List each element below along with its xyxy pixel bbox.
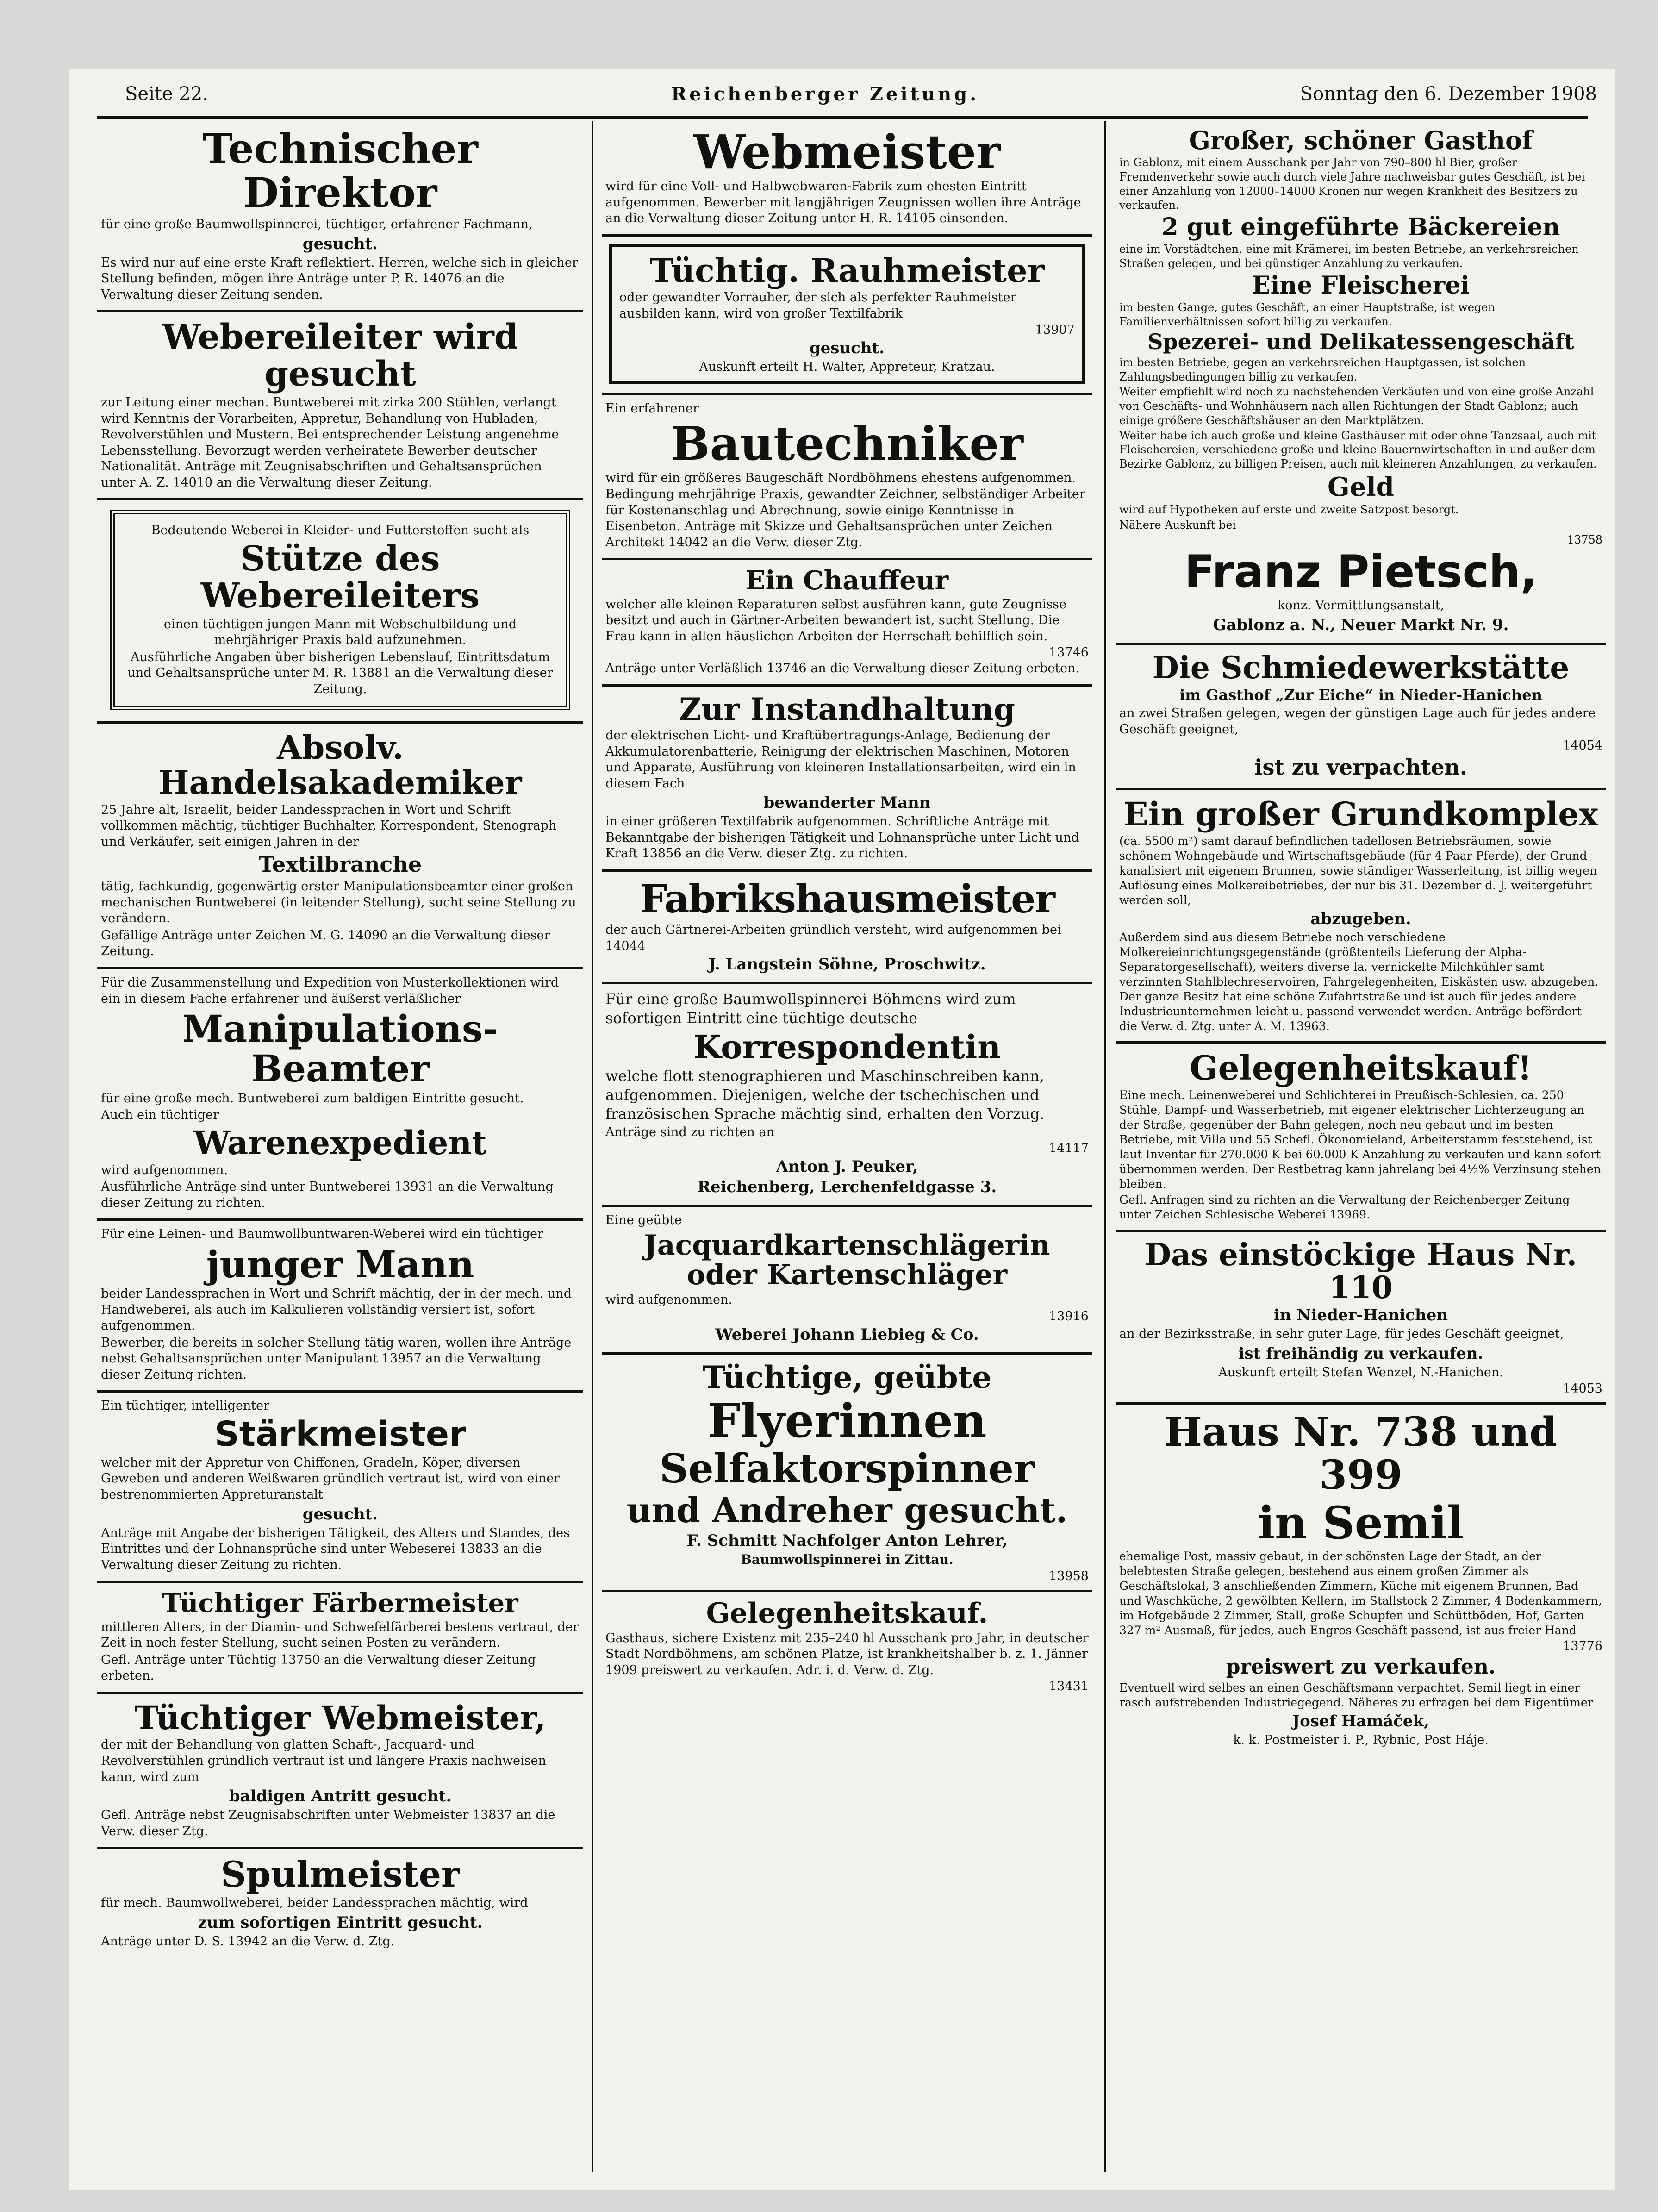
- ad-rauhmeister: [602, 237, 1092, 395]
- ad-text: der auch Gärtnerei-Arbeiten gründlich versteht, wird aufgenommen bei: [605, 922, 1061, 937]
- ad-text: für mech. Baumwollweberei, beider Landessprachen mächtig, wird: [101, 1896, 528, 1911]
- ad-title: Spezerei- und Delikatessengeschäft: [1147, 329, 1574, 355]
- header-rule: [97, 116, 1588, 119]
- ad-title: Manipulations-Beamter: [182, 1007, 499, 1091]
- ad-gasthof-gablonz: [1116, 120, 1606, 643]
- ad-gelegenheitskauf-gasthaus: [602, 1592, 1092, 1700]
- ad-haus-semil: [1116, 1405, 1606, 1756]
- ad-text: der elektrischen Licht- und Kraftübertragungs-Anlage, Bedienung der Akkumulatorenbatterie, Reinigung der elektrischen Maschinen, Motoren und Apparate, Ausführung von kleineren Installationsarbeiten, wird ein in diesem Fach: [605, 728, 1076, 791]
- ad-title: Großer, schöner Gasthof: [1189, 125, 1533, 155]
- column-rule: [1104, 121, 1106, 2172]
- ad-technischer-direktor: [97, 120, 583, 312]
- ad-text: Gefällige Anträge unter Zeichen M. G. 14090 an die Verwaltung dieser Zeitung.: [101, 928, 550, 959]
- ad-text: Bewerber, die bereits in solcher Stellung tätig waren, wollen ihre Anträge nebst Gehaltsansprüchen unter Manipulant 13957 an die Verwaltung dieser Zeitung richten.: [101, 1335, 572, 1382]
- ad-title: Gelegenheitskauf!: [1190, 1048, 1532, 1087]
- ad-emphasis: gesucht.: [302, 1505, 378, 1524]
- ad-text: Anträge unter Verläßlich 13746 an die Verwaltung dieser Zeitung erbeten.: [605, 661, 1080, 676]
- ad-emphasis: zum sofortigen Eintritt gesucht.: [198, 1913, 483, 1932]
- ad-text: k. k. Postmeister i. P., Rybnic, Post Háje.: [1233, 1732, 1489, 1747]
- ad-number: 13758: [1567, 533, 1602, 546]
- column-rule: [592, 121, 593, 2172]
- ad-emphasis: Textilbranche: [258, 852, 422, 877]
- ad-text: Eventuell wird selbes an einen Geschäftsmann verpachtet. Semil liegt in einer rasch aufstrebenden Industriegegend. Näheres zu erfragen bei dem Eigentümer: [1119, 1681, 1593, 1709]
- column-3: [1116, 120, 1606, 2176]
- ad-staerkmeister: [97, 1393, 583, 1583]
- ad-text: Anträge unter D. S. 13942 an die Verw. d. Ztg.: [101, 1934, 395, 1949]
- page-number: Seite 22.: [125, 83, 208, 105]
- ad-title: Tüchtig. Rauhmeister: [649, 251, 1045, 290]
- ad-title: Ein Chauffeur: [745, 565, 949, 596]
- ad-text: Auskunft erteilt Stefan Wenzel, N.-Hanichen.: [1218, 1365, 1503, 1380]
- ad-webmeister: [97, 1694, 583, 1849]
- ad-title: Technischer Direktor: [202, 125, 478, 217]
- ad-text: wird auf Hypotheken auf erste und zweite Satzpost besorgt.: [1119, 503, 1459, 517]
- ad-emphasis: Anton J. Peuker,: [776, 1157, 918, 1176]
- ad-text: im besten Betriebe, gegen an verkehrsreichen Hauptgassen, ist solchen Zahlungsbedingungen billig zu verkaufen.: [1119, 356, 1526, 383]
- ad-haus-110: [1116, 1232, 1606, 1405]
- ad-title: Die Schmiedewerkstätte: [1152, 649, 1570, 686]
- ad-title: Webmeister: [693, 125, 1001, 179]
- ad-emphasis: ist freihändig zu verkaufen.: [1238, 1344, 1483, 1363]
- ad-text: 25 Jahre alt, Israelit, beider Landessprachen in Wort und Schrift vollkommen mächtig, tüchtiger Buchhalter, Korrespondent, Stenograph und Verkäufer, seit einigen Jahren in der: [101, 802, 557, 849]
- ad-text: Ein tüchtiger, intelligenter: [101, 1399, 270, 1413]
- ad-title: Korrespondentin: [693, 1028, 1001, 1067]
- column-1: [97, 120, 583, 2176]
- newspaper-title: Reichenberger Zeitung.: [671, 83, 979, 105]
- ad-title: Absolv. Handelsakademiker: [158, 728, 522, 802]
- ad-text: zur Leitung einer mechan. Buntweberei mit zirka 200 Stühlen, verlangt wird Kenntnis der Vorarbeiten, Appretur, Behandlung von Hubladen, Revolverstühlen und Mustern. Bei entsprechender Leistung angenehme Lebensstellung. Bevorzugt werden verheiratete Bewerber deutscher Nationalität. Anträge mit Zeugnisabschriften und Gehaltsansprüchen unter A. Z. 14010 an die Verwaltung dieser Zeitung.: [101, 395, 559, 490]
- ad-instandhaltung: [602, 687, 1092, 872]
- ad-emphasis: im Gasthof „Zur Eiche“ in Nieder-Hanichen: [1179, 686, 1542, 704]
- ad-title: junger Mann: [206, 1242, 474, 1286]
- ad-emphasis: baldigen Antritt gesucht.: [229, 1787, 452, 1806]
- ad-title: Tüchtige, geübte: [702, 1359, 992, 1395]
- ad-text: im besten Gange, gutes Geschäft, an einer Hauptstraße, ist wegen Familienverhältnissen sofort billig zu verkaufen.: [1119, 300, 1495, 328]
- ad-title: und Andreher gesucht.: [626, 1490, 1068, 1531]
- ad-emphasis: bewanderter Mann: [763, 794, 931, 812]
- ad-fabrikshausmeister: [602, 872, 1092, 984]
- ad-text: Auskunft erteilt H. Walter, Appreteur, Kratzau.: [699, 360, 995, 375]
- ad-number: 13958: [1049, 1568, 1089, 1583]
- ad-text: Es wird nur auf eine erste Kraft reflektiert. Herren, welche sich in gleicher Stellung befinden, mögen ihre Anträge unter P. R. 14076 an die Verwaltung dieser Zeitung senden.: [101, 255, 578, 302]
- ad-webmeister-2: [602, 120, 1092, 237]
- ad-text: welcher alle kleinen Reparaturen selbst ausführen kann, gute Zeugnisse besitzt und auch in Gärtner-Arbeiten bewandert ist, sucht Stellung. Die Frau kann in allen häuslichen Arbeiten der Herrschaft behilflich sein.: [605, 597, 1066, 644]
- ad-schmiedewerkstaette: [1116, 643, 1606, 790]
- ad-text: einen tüchtigen jungen Mann mit Webschulbildung und mehrjähriger Praxis bald aufzunehmen.: [163, 617, 517, 648]
- ad-text: Weiter empfiehlt wird noch zu nachstehenden Verkäufen und von eine große Anzahl von Geschäfts- und Wohnhäusern nach allen Richtungen der Stadt Gablonz; auch einige größere Geschäftshäuser an den Marktplätzen.: [1119, 385, 1594, 427]
- ad-number: 13431: [1049, 1679, 1089, 1694]
- ad-title: Webereileiter wird gesucht: [162, 317, 518, 394]
- ad-title: in Semil: [1258, 1497, 1464, 1549]
- ad-text: in Gablonz, mit einem Ausschank per Jahr von 790–800 hl Bier, großer Fremdenverkehr sowie auch durch viele Jahre nachweisbar gutes Geschäft, ist bei einer Anzahlung von 12000–14000 Kronen nur wegen Krankheit des Besitzers zu verkaufen.: [1119, 156, 1585, 212]
- ad-title: Bautechniker: [671, 416, 1023, 471]
- newspaper-page: [69, 69, 1615, 2190]
- ad-number: 13907: [1035, 323, 1075, 337]
- ad-text: wird für ein größeres Baugeschäft Nordböhmens ehestens aufgenommen. Bedingung mehrjährige Praxis, gewandter Zeichner, selbständiger Arbeiter für Kostenanschlag und Abrechnung, sowie einige Kenntnisse in Eisenbeton. Anträge mit Skizze und Gehaltsansprüchen unter Zeichen Architekt 14042 an die Verw. dieser Ztg.: [605, 471, 1085, 550]
- ad-text: Für eine große Baumwollspinnerei Böhmens wird zum sofortigen Eintritt eine tüchtige deutsche: [605, 990, 1016, 1027]
- ad-text: eine im Vorstädtchen, eine mit Krämerei, im besten Betriebe, an verkehrsreichen Straßen gelegen, und bei günstiger Anzahlung zu verkaufen.: [1119, 243, 1579, 270]
- ad-emphasis: preiswert zu verkaufen.: [1226, 1655, 1496, 1679]
- issue-date: Sonntag den 6. Dezember 1908: [1300, 83, 1597, 105]
- ad-text: Ein erfahrener: [605, 401, 699, 416]
- ad-title: Warenexpedient: [193, 1123, 487, 1162]
- ad-frame: [609, 244, 1085, 384]
- ad-emphasis: Gablonz a. N., Neuer Markt Nr. 9.: [1213, 615, 1509, 634]
- ad-bautechniker: [602, 395, 1092, 560]
- ad-title: Stütze des Webereileiters: [200, 538, 480, 616]
- ad-title: Spulmeister: [220, 1854, 460, 1895]
- ad-korrespondentin: [602, 984, 1092, 1207]
- ad-emphasis: gesucht.: [302, 234, 378, 253]
- ad-number: 13916: [1049, 1309, 1089, 1324]
- ad-text: wird aufgenommen.: [101, 1162, 228, 1177]
- ad-text: an der Bezirksstraße, in sehr guter Lage, für jedes Geschäft geeignet,: [1119, 1327, 1564, 1342]
- ad-title: Fabrikshausmeister: [640, 875, 1054, 922]
- ad-title: Stärkmeister: [214, 1414, 466, 1454]
- ad-text: tätig, fachkundig, gegenwärtig erster Manipulationsbeamter einer großen mechanischen Buntweberei (in leitender Stellung), sucht seine Stellung zu verändern.: [101, 879, 576, 926]
- ad-text: Eine geübte: [605, 1213, 682, 1228]
- ad-title: Zur Instandhaltung: [679, 691, 1015, 727]
- ad-text: wird für eine Voll- und Halbwebwaren-Fabrik zum ehesten Eintritt aufgenommen. Bewerber mit langjährigen Zeugnissen wollen ihre Anträge an die Verwaltung dieser Zeitung unter H. R. 14105 einsenden.: [605, 179, 1081, 226]
- ad-faerbermeister: [97, 1583, 583, 1694]
- ad-number: 14044: [605, 939, 645, 954]
- ad-stuetze-webereileiter: [97, 500, 583, 724]
- ad-text: mittleren Alters, in der Diamin- und Schwefelfärberei bestens vertraut, der Zeit in noch fester Stellung, sucht seinen Posten zu verändern.: [101, 1619, 579, 1650]
- ad-text: Gefl. Anträge nebst Zeugnisabschriften unter Webmeister 13837 an die Verw. dieser Ztg.: [101, 1808, 555, 1838]
- ad-text: für eine große Baumwollspinnerei, tüchtiger, erfahrener Fachmann,: [101, 217, 533, 232]
- ad-text: Auch ein tüchtiger: [101, 1108, 219, 1123]
- ad-title: Flyerinnen: [707, 1393, 987, 1449]
- ad-title: Gelegenheitskauf.: [706, 1597, 988, 1630]
- ad-text: Anträge mit Angabe der bisherigen Tätigkeit, des Alters und Standes, des Eintrittes und der Lohnansprüche sind unter Webeserei 13833 an die Verwaltung dieser Zeitung zu richten.: [101, 1525, 570, 1572]
- ad-text: welche flott stenographieren und Maschinschreiben kann, aufgenommen. Diejenigen, welche der tschechischen und französischen Sprache mächtig sind, erhalten den Vorzug.: [605, 1067, 1045, 1123]
- ad-gelegenheitskauf-weberei: [1116, 1044, 1606, 1232]
- ad-text: Bedeutende Weberei in Kleider- und Futterstoffen sucht als: [151, 523, 530, 538]
- ad-emphasis: in Nieder-Hanichen: [1273, 1306, 1448, 1325]
- ad-title: Selfaktorspinner: [659, 1445, 1035, 1493]
- ad-text: Für eine Leinen- und Baumwollbuntwaren-Weberei wird ein tüchtiger: [101, 1227, 543, 1242]
- ad-text: Außerdem sind aus diesem Betriebe noch verschiedene Molkereieinrichtungsgegenstände (größtenteils Lieferung der Alpha-Separatorgesellschaft), weiters diverse la. vernickelte Milchkühler samt verzinnten Stahlblechreservoiren, Fahrgelegenheiten, Eiskästen usw. abzugeben. Der ganze Besitz hat eine schöne Zufahrtstraße und ist auch für jedes andere Industrieunternehmen leicht u. passend verwendet werden. Anträge befördert die Verw. d. Ztg. unter A. M. 13963.: [1119, 930, 1599, 1033]
- ad-text: wird aufgenommen.: [605, 1293, 733, 1307]
- ad-text: welcher mit der Appretur von Chiffonen, Gradeln, Köper, diversen Geweben und anderen Weißwaren gründlich vertraut ist, wird von einer bestrenommierten Appreturanstalt: [101, 1455, 560, 1502]
- ad-number: 14053: [1563, 1381, 1602, 1396]
- ad-emphasis: Baumwollspinnerei in Zittau.: [741, 1551, 954, 1567]
- ad-chauffeur: [602, 560, 1092, 687]
- ad-flyerinnen: [602, 1355, 1092, 1592]
- ad-handelsakademiker: [97, 724, 583, 969]
- decorative-frame: [110, 510, 570, 710]
- ad-manipulations-beamter: [97, 969, 583, 1221]
- ad-text: Gefl. Anfragen sind zu richten an die Verwaltung der Reichenberger Zeitung unter Zeichen Schlesische Weberei 13969.: [1119, 1193, 1570, 1221]
- ad-number: 14117: [1049, 1141, 1089, 1156]
- ad-emphasis: gesucht.: [809, 339, 885, 358]
- ad-title: Haus Nr. 738 und 399: [1164, 1409, 1558, 1499]
- ad-text: (ca. 5500 m²) samt darauf befindlichen tadellosen Betriebsräumen, sowie schönem Wohngebäude und Wirtschaftsgebäude (für 4 Paar Pferde), der Grund kanalisiert mit eigenem Brunnen, sowie ständiger Wasserleitung, ist billig wegen Auflösung eines Molkereibetriebes, der nur bis 31. Dezember d. J. weitergeführt werden soll,: [1119, 834, 1597, 907]
- ad-webereileiter: [97, 312, 583, 500]
- ad-title: Tüchtiger Webmeister,: [134, 1698, 546, 1737]
- ad-text: Gefl. Anträge unter Tüchtig 13750 an die Verwaltung dieser Zeitung erbeten.: [101, 1652, 536, 1683]
- ad-title: Eine Fleischerei: [1252, 271, 1470, 300]
- ad-emphasis: Reichenberg, Lerchenfeldgasse 3.: [697, 1178, 997, 1197]
- ad-text: Für die Zusammenstellung und Expedition von Musterkollektionen wird ein in diesem Fache erfahrener und äußerst verläßlicher: [101, 975, 559, 1006]
- ad-text: beider Landessprachen in Wort und Schrift mächtig, der in der mech. und Handweberei, als auch im Kalkulieren vollständig versiert ist, sofort aufgenommen.: [101, 1287, 572, 1333]
- ad-title: 2 gut eingeführte Bäckereien: [1161, 213, 1560, 242]
- ad-text: Ausführliche Anträge sind unter Buntweberei 13931 an die Verwaltung dieser Zeitung zu richten.: [101, 1180, 554, 1210]
- ad-number: 13746: [1049, 645, 1089, 660]
- ad-text: oder gewandter Vorrauher, der sich als perfekter Rauhmeister ausbilden kann, wird von großer Textilfabrik: [619, 290, 1016, 321]
- ad-title: Das einstöckige Haus Nr. 110: [1144, 1236, 1577, 1306]
- ad-text: ehemalige Post, massiv gebaut, in der schönsten Lage der Stadt, an der belebtesten Straße gelegen, bestehend aus einem großen Zimmer als Geschäftslokal, 3 anschließenden Zimmern, Küche mit eigenem Brunnen, Bad und Waschküche, 2 gewölbten Kellern, im Stallstock 2 Zimmer, 4 Bodenkammern, im Hofgebäude 2 Zimmer, Stall, große Schupfen und Schüttböden, Hof, Garten 327 m² Ausmaß, für jedes, auch Engros-Geschäft passend, ist aus freier Hand: [1119, 1549, 1602, 1637]
- ad-grundkomplex: [1116, 790, 1606, 1044]
- owner-name: Josef Hamáček,: [1292, 1712, 1429, 1731]
- ad-text: Eine mech. Leinenweberei und Schlichterei in Preußisch-Schlesien, ca. 250 Stühle, Dampf- und Wasserbetrieb, mit eigener elektrischer Lichterzeugung an der Straße, gegenüber der Bahn gelegen, noch neu gebaut und im besten Betriebe, mit Villa und 55 Schefl. Ökonomieland, Arbeiterstamm feststehend, ist laut Inventar für 270.000 K bei 60.000 K Anzahlung zu verkaufen und kann sofort übernommen werden. Der Restbetrag kann jahrelang bei 4½% Verzinsung stehen bleiben.: [1119, 1088, 1601, 1191]
- ad-title: Ein großer Grundkomplex: [1123, 795, 1598, 834]
- page-header: [125, 83, 1597, 116]
- ad-title: Tüchtiger Färbermeister: [162, 1588, 518, 1619]
- ad-title: Jacquardkartenschlägerin oder Kartenschläger: [644, 1229, 1050, 1292]
- ad-text: Nähere Auskunft bei: [1119, 518, 1236, 531]
- ad-text: konz. Vermittlungsanstalt,: [1277, 598, 1445, 613]
- column-2: [602, 120, 1092, 2176]
- ad-kartenschlaeger: [602, 1207, 1092, 1355]
- ad-emphasis: F. Schmitt Nachfolger Anton Lehrer,: [686, 1531, 1008, 1550]
- ad-emphasis: Weberei Johann Liebieg & Co.: [715, 1325, 979, 1344]
- ad-text: Anträge sind zu richten an: [605, 1125, 774, 1139]
- agent-name: Franz Pietsch,: [1184, 545, 1538, 598]
- ad-text: in einer größeren Textilfabrik aufgenommen. Schriftliche Anträge mit Bekanntgabe der bisherigen Tätigkeit und Lohnansprüche unter Licht und Kraft 13856 an die Verw. dieser Ztg. zu richten.: [605, 814, 1079, 861]
- ad-text: Gasthaus, sichere Existenz mit 235–240 hl Ausschank pro Jahr, in deutscher Stadt Nordböhmens, am schönen Platze, ist krankheitshalber b. z. 1. Jänner 1909 preiswert zu verkaufen. Adr. i. d. Verw. d. Ztg.: [605, 1631, 1089, 1677]
- ad-emphasis: ist zu verpachten.: [1254, 755, 1467, 780]
- ad-number: 14054: [1563, 738, 1602, 753]
- ad-text: der mit der Behandlung von glatten Schaft-, Jacquard- und Revolverstühlen gründlich vertraut ist und längere Praxis nachweisen kann, wird zum: [101, 1737, 546, 1784]
- ad-junger-mann: [97, 1221, 583, 1393]
- ad-emphasis: abzugeben.: [1310, 909, 1411, 928]
- ad-title: Geld: [1328, 471, 1394, 502]
- ad-text: an zwei Straßen gelegen, wegen der günstigen Lage auch für jedes andere Geschäft geeignet,: [1119, 706, 1596, 737]
- ad-text: für eine große mech. Buntweberei zum baldigen Eintritte gesucht.: [101, 1091, 524, 1106]
- ad-text: Ausführliche Angaben über bisherigen Lebenslauf, Eintrittsdatum und Gehaltsansprüche unter M. R. 13881 an die Verwaltung dieser Zeitung.: [127, 650, 553, 696]
- ad-spulmeister: [97, 1849, 583, 1957]
- ad-text: Weiter habe ich auch große und kleine Gasthäuser mit oder ohne Tanzsaal, auch mit Fleischereien, verschiedene große und kleine Bauernwirtschaften in und außer dem Bezirke Gablonz, zu billigen Preisen, auch mit kleineren Anzahlungen, zu verkaufen.: [1119, 429, 1597, 471]
- ad-emphasis: J. Langstein Söhne, Proschwitz.: [708, 955, 986, 974]
- ad-number: 13776: [1563, 1638, 1602, 1653]
